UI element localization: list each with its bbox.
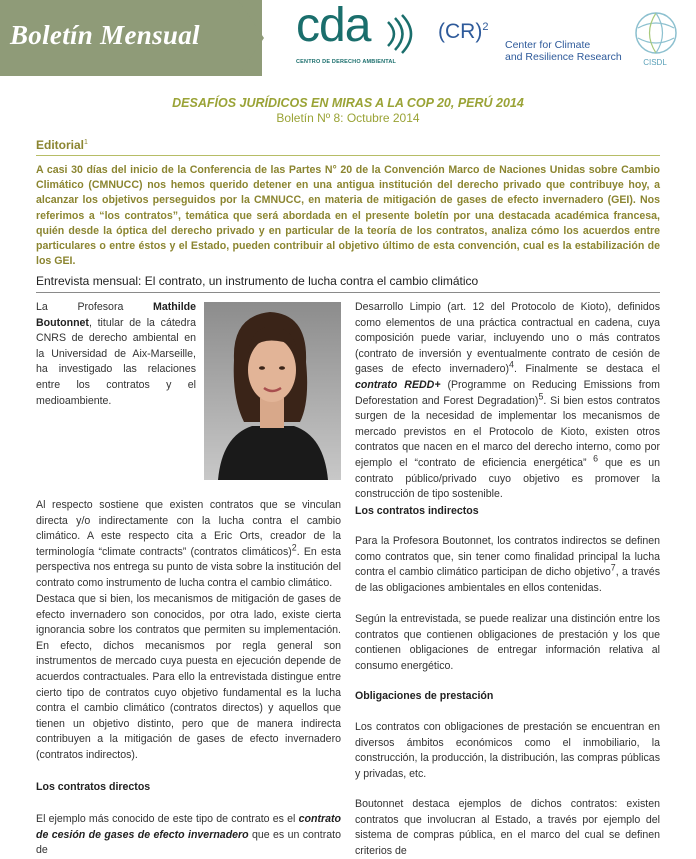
cr2-logo	[438, 20, 488, 44]
interviewee-photo	[204, 302, 341, 480]
r2-sup: 7	[610, 562, 616, 573]
cda-subtitle: CENTRO DE DERECHO AMBIENTAL	[296, 59, 397, 65]
banner	[0, 0, 262, 76]
issue-line: Boletín Nº 8: Octubre 2014	[276, 111, 420, 125]
intro-paragraph	[36, 300, 196, 409]
interview-rule	[36, 292, 660, 293]
editorial-heading-text: Editorial	[36, 138, 85, 152]
r1-sup3: 6	[586, 453, 599, 464]
subhead-indirect-contracts: Los contratos indirectos	[355, 505, 479, 517]
cr2-logo-text: (CR)	[438, 20, 483, 43]
r1-emphasis: contrato REDD+	[355, 378, 441, 391]
subhead-obligations: Obligaciones de prestación	[355, 690, 494, 702]
r1-e: que es un contrato público/privado cuyo objetivo es promover la construcción de tipo sostenible.	[355, 456, 660, 501]
subhead-direct-contracts: Los contratos directos	[36, 781, 151, 793]
cda-waves-icon	[384, 14, 418, 54]
portrait-illustration	[204, 302, 341, 480]
editorial-text: A casi 30 días del inicio de la Conferencia de las Partes N° 20 de la Convención Marco de Naciones Unidas sobre Cambio Climático (CMNUCC) nos hemos querido detener en una antigua institución del derecho privado que contribuye hoy, a alcanzar los objetivos perseguidos por la CMNUCC, en materia de mitigación de gases de efecto invernadero (GEI). Nos referimos a “los contratos”, temática que será abordada en el presente boletín por una destacada académica francesa, quién desde la óptica del derecho privado y en particular de la teoría de los contratos, analiza cómo los acuerdos entre particulares o entre éstos y el Estado, pueden contribuir al objetivo último de esta convención, cual es la estabilización de los GEI.	[36, 164, 660, 268]
globe-icon	[633, 10, 679, 56]
interview-heading: Entrevista mensual: El contrato, un instrumento de lucha contra el cambio climático	[36, 274, 479, 288]
banner-title: Boletín Mensual	[10, 20, 200, 50]
right-paragraph-2	[355, 534, 660, 596]
intro-pre: La Profesora	[36, 301, 154, 313]
cr2-logo-sup: 2	[482, 21, 489, 33]
intro-name: Mathilde Boutonnet	[36, 301, 196, 329]
p3-emphasis: contrato de cesión de gases de efecto invernadero	[36, 813, 341, 841]
right-paragraph-5: Boutonnet destaca ejemplos de dichos contratos: existen contratos que involucran al Estado, a través por ejemplo del sistema de compras pública, en el marco del cual se definen criterios de	[355, 798, 660, 857]
page-title: DESAFÍOS JURÍDICOS EN MIRAS A LA COP 20, PERÚ 2014	[172, 96, 524, 110]
ccr-name	[505, 39, 622, 63]
left-paragraph-3	[36, 812, 341, 859]
r2-a: Para la Profesora Boutonnet, los contratos indirectos se definen como contratos que, sin tener como finalidad principal la lucha contra el cambio climático participan de dicho objetivo	[355, 535, 660, 579]
ccr-name-line1: Center for Climate	[505, 39, 591, 51]
intro-post: , titular de la cátedra CNRS de derecho ambiental en la Universidad de Aix-Marseille, ha investigado las relaciones entre los contratos y el medioambiente.	[36, 316, 196, 407]
r2-b: , a través de las obligaciones ambientales en ellos contenidas.	[355, 566, 660, 594]
r1-b: . Finalmente se destaca el	[513, 363, 660, 376]
right-paragraph-1	[355, 300, 660, 503]
cda-logo-word: cda	[296, 0, 371, 52]
p3-a: El ejemplo más conocido de este tipo de contrato es el	[36, 813, 299, 825]
p1-a: Al respecto sostiene que existen contratos que se vinculan directa y/o indirectamente con la lucha contra el cambio climático. A este respecto cita a Eric Orts, creador de la terminología “climate contracts” (contratos climáticos)	[36, 499, 341, 558]
editorial-heading	[36, 138, 88, 152]
p1-sup: 2	[291, 542, 297, 553]
editorial-rule	[36, 155, 660, 156]
r1-d: . Si bien estos contratos surgen de la necesidad de implementar los mecanismos de mercado previstos en el Protocolo de Kioto, existen otros contratos que nacen en el marco del derecho interno, como por ejemplo el “contrato de eficiencia energética”	[355, 394, 660, 469]
r1-a: Desarrollo Limpio (art. 12 del Protocolo de Kioto), definidos como elementos de una práctica contractual en cadena, cuya composición puede variar, incluyendo uno o más contratos (contrato de inversión y eventualmente contrato de cesión de gases de efecto invernadero)	[355, 301, 660, 376]
p1-b: . En esta perspectiva nos entrega su punto de vista sobre la institución del contrato como instrumento de lucha contra el cambio climático.	[36, 545, 342, 589]
cisdl-logo	[617, 6, 693, 74]
ccr-name-line2: and Resilience Research	[505, 51, 622, 63]
right-paragraph-3: Según la entrevistada, se puede realizar una distinción entre los contratos que contienen obligaciones de prestación y los que contienen obligaciones de entregar información relativa al consumo energético.	[355, 613, 660, 672]
p3-b: que es un contrato de	[36, 828, 341, 857]
left-paragraph-1	[36, 498, 341, 592]
left-paragraph-2: Destaca que si bien, los mecanismos de mitigación de gases de efecto invernadero son conocidos, por otra lado, existe cierta ignorancia sobre los contratos que permiten su implementación. En efecto, dichos mecanismos por regla general son instrumentos de mercado cuya puesta en ejecución depende de acuerdos contractuales. Para ello la entrevistada distingue entre cierto tipo de contratos cuyo objetivo fundamental es la lucha contra el cambio climático (contratos directos) y aquellos que tienen un objetivo distinto, pero que de manera indirecta contribuyen a la mitigación de gases de efecto invernadero (contratos indirectos).	[36, 593, 341, 761]
cisdl-label: CISDL	[643, 58, 667, 67]
editorial-heading-sup: 1	[84, 139, 88, 146]
right-paragraph-4: Los contratos con obligaciones de prestación se encuentran en diversos ámbitos económicos como el inmobiliario, la construcción, la producción, la distribución, las compras públicas y privadas, etc.	[355, 721, 660, 780]
r1-sup2: 5	[538, 391, 544, 402]
banner-notch	[238, 0, 264, 76]
cda-logo	[296, 0, 416, 70]
r1-sup: 4	[509, 359, 514, 370]
r1-c: (Programme on Reducing Emissions from Deforestation and Forest Degradation)	[355, 378, 660, 407]
